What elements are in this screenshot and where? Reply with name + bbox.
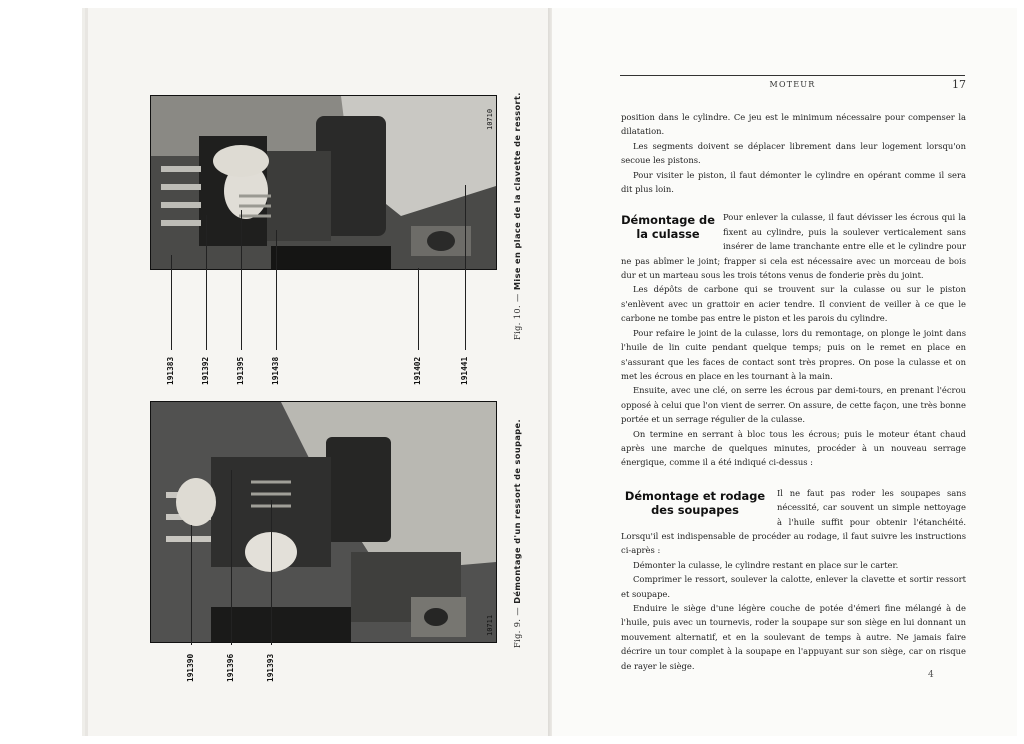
running-head: MOTEUR [769,80,816,89]
callout-label: 191395 [236,356,245,385]
callout-leader [271,500,272,645]
callout-label: 191396 [226,653,235,682]
figure-9-photo [150,401,497,643]
figure-9-caption-title: Démontage d'un ressort de soupape. [512,419,522,604]
body-text [621,110,966,673]
figure-10-caption [512,92,522,340]
callout-leader [241,210,242,350]
callout-leader [276,230,277,350]
callout-label: 191383 [166,356,175,385]
section-heading-line: Démontage de [621,213,715,228]
paragraph: Il ne faut pas roder les soupapes sans nécessité, car souvent un simple nettoyage à l'huile suffit pour obtenir l'étanchéité. Lorsqu'il est indispensable de procéder au rodage, il faut suivre les instructions ci-après : [621,487,966,556]
callout-leader [418,268,419,350]
paragraph: Pour refaire le joint de la culasse, lors du remontage, on plonge le joint dans l'huile de lin cuite pendant quelque temps; puis on le remet en place en s'assurant que les faces de contact sont très propres. On pose la culasse et on met les écrous en place en les tournant à la main. [621,327,966,381]
callout-label: 191393 [266,653,275,682]
callout-label: 191438 [271,356,280,385]
figure-10-caption-number: Fig. 10. — [512,293,522,340]
callout-label: 191390 [186,653,195,682]
callout-leader [171,255,172,350]
figure-9-code: 10711 [486,614,494,636]
page-number: 17 [952,78,966,91]
callout-leader [231,470,232,645]
paragraph: Démonter la culasse, le cylindre restant en place sur le carter. [633,559,899,570]
figure-10-code: 10710 [486,108,494,130]
paragraph: Pour visiter le piston, il faut démonter le cylindre en opérant comme il sera dit plus loin. [621,169,966,195]
section-heading [621,489,769,517]
callout-leader [206,215,207,350]
callout-label: 191402 [413,356,422,385]
section-culasse [621,210,966,469]
signature-mark: 4 [928,670,934,680]
section-heading-line: Démontage et rodage [624,488,766,503]
callout-label: 191441 [460,356,469,385]
callout-leader [191,525,192,645]
paragraph: position dans le cylindre. Ce jeu est le minimum nécessaire pour compenser la dilatation. [621,112,966,137]
figure-10-engine-illustration [151,96,496,269]
paragraph: Pour enlever la culasse, il faut dévisser les écrous qui la fixent au cylindre, puis la soulever verticalement sans insérer de lame tranchante entre elle et le cylindre pour ne pas abîmer le joint; frapper si cela est nécessaire avec un morceau de bois dur et un marteau sous les trois tétons venus de fonderie près du joint. [621,212,966,281]
paragraph: Les dépôts de carbone qui se trouvent sur la culasse ou sur le piston s'enlèvent avec un grattoir en acier tendre. Il convient de veiller à ce que le carbone ne tombe pas entre le piston et les parois du cylindre. [621,284,966,324]
paragraph: Comprimer le ressort, soulever la calotte, enlever la clavette et sortir ressort et soupape. [621,574,966,599]
section-heading-line: des soupapes [651,502,739,517]
figure-9-engine-illustration [151,402,496,642]
figure-10-photo [150,95,497,270]
section-soupapes [621,486,966,673]
paragraph: Ensuite, avec une clé, on serre les écrous par demi-tours, en prenant l'écrou opposé à celui que l'on vient de serrer. On assure, de cette façon, une très bonne portée et un serrage régulier de la culasse. [621,385,966,425]
callout-label: 191392 [201,356,210,385]
header-rule [620,75,965,76]
figure-9-caption [512,419,522,648]
section-heading-line: la culasse [636,227,700,242]
paragraph: Enduire le siège d'une légère couche de potée d'émeri fine mélangé à de l'huile, puis avec un tournevis, roder la soupape sur son siège en lui donnant un mouvement alternatif, et en la soulevant de temps à autre. Ne jamais faire décrire un tour complet à la soupape en l'appuyant sur son siège, car on risque de rayer le siège. [621,603,966,671]
paragraph: Les segments doivent se déplacer librement dans leur logement lorsqu'on secoue les pistons. [621,140,966,166]
paragraph: On termine en serrant à bloc tous les écrous; puis le moteur étant chaud après une marche de quelques minutes, procéder à un nouveau serrage énergique, comme il a été indiqué ci-dessus : [621,428,966,468]
figure-9-caption-number: Fig. 9. — [512,607,522,648]
section-heading [621,213,715,241]
figure-10-caption-title: Mise en place de la clavette de ressort. [512,92,522,291]
callout-leader [465,185,466,350]
